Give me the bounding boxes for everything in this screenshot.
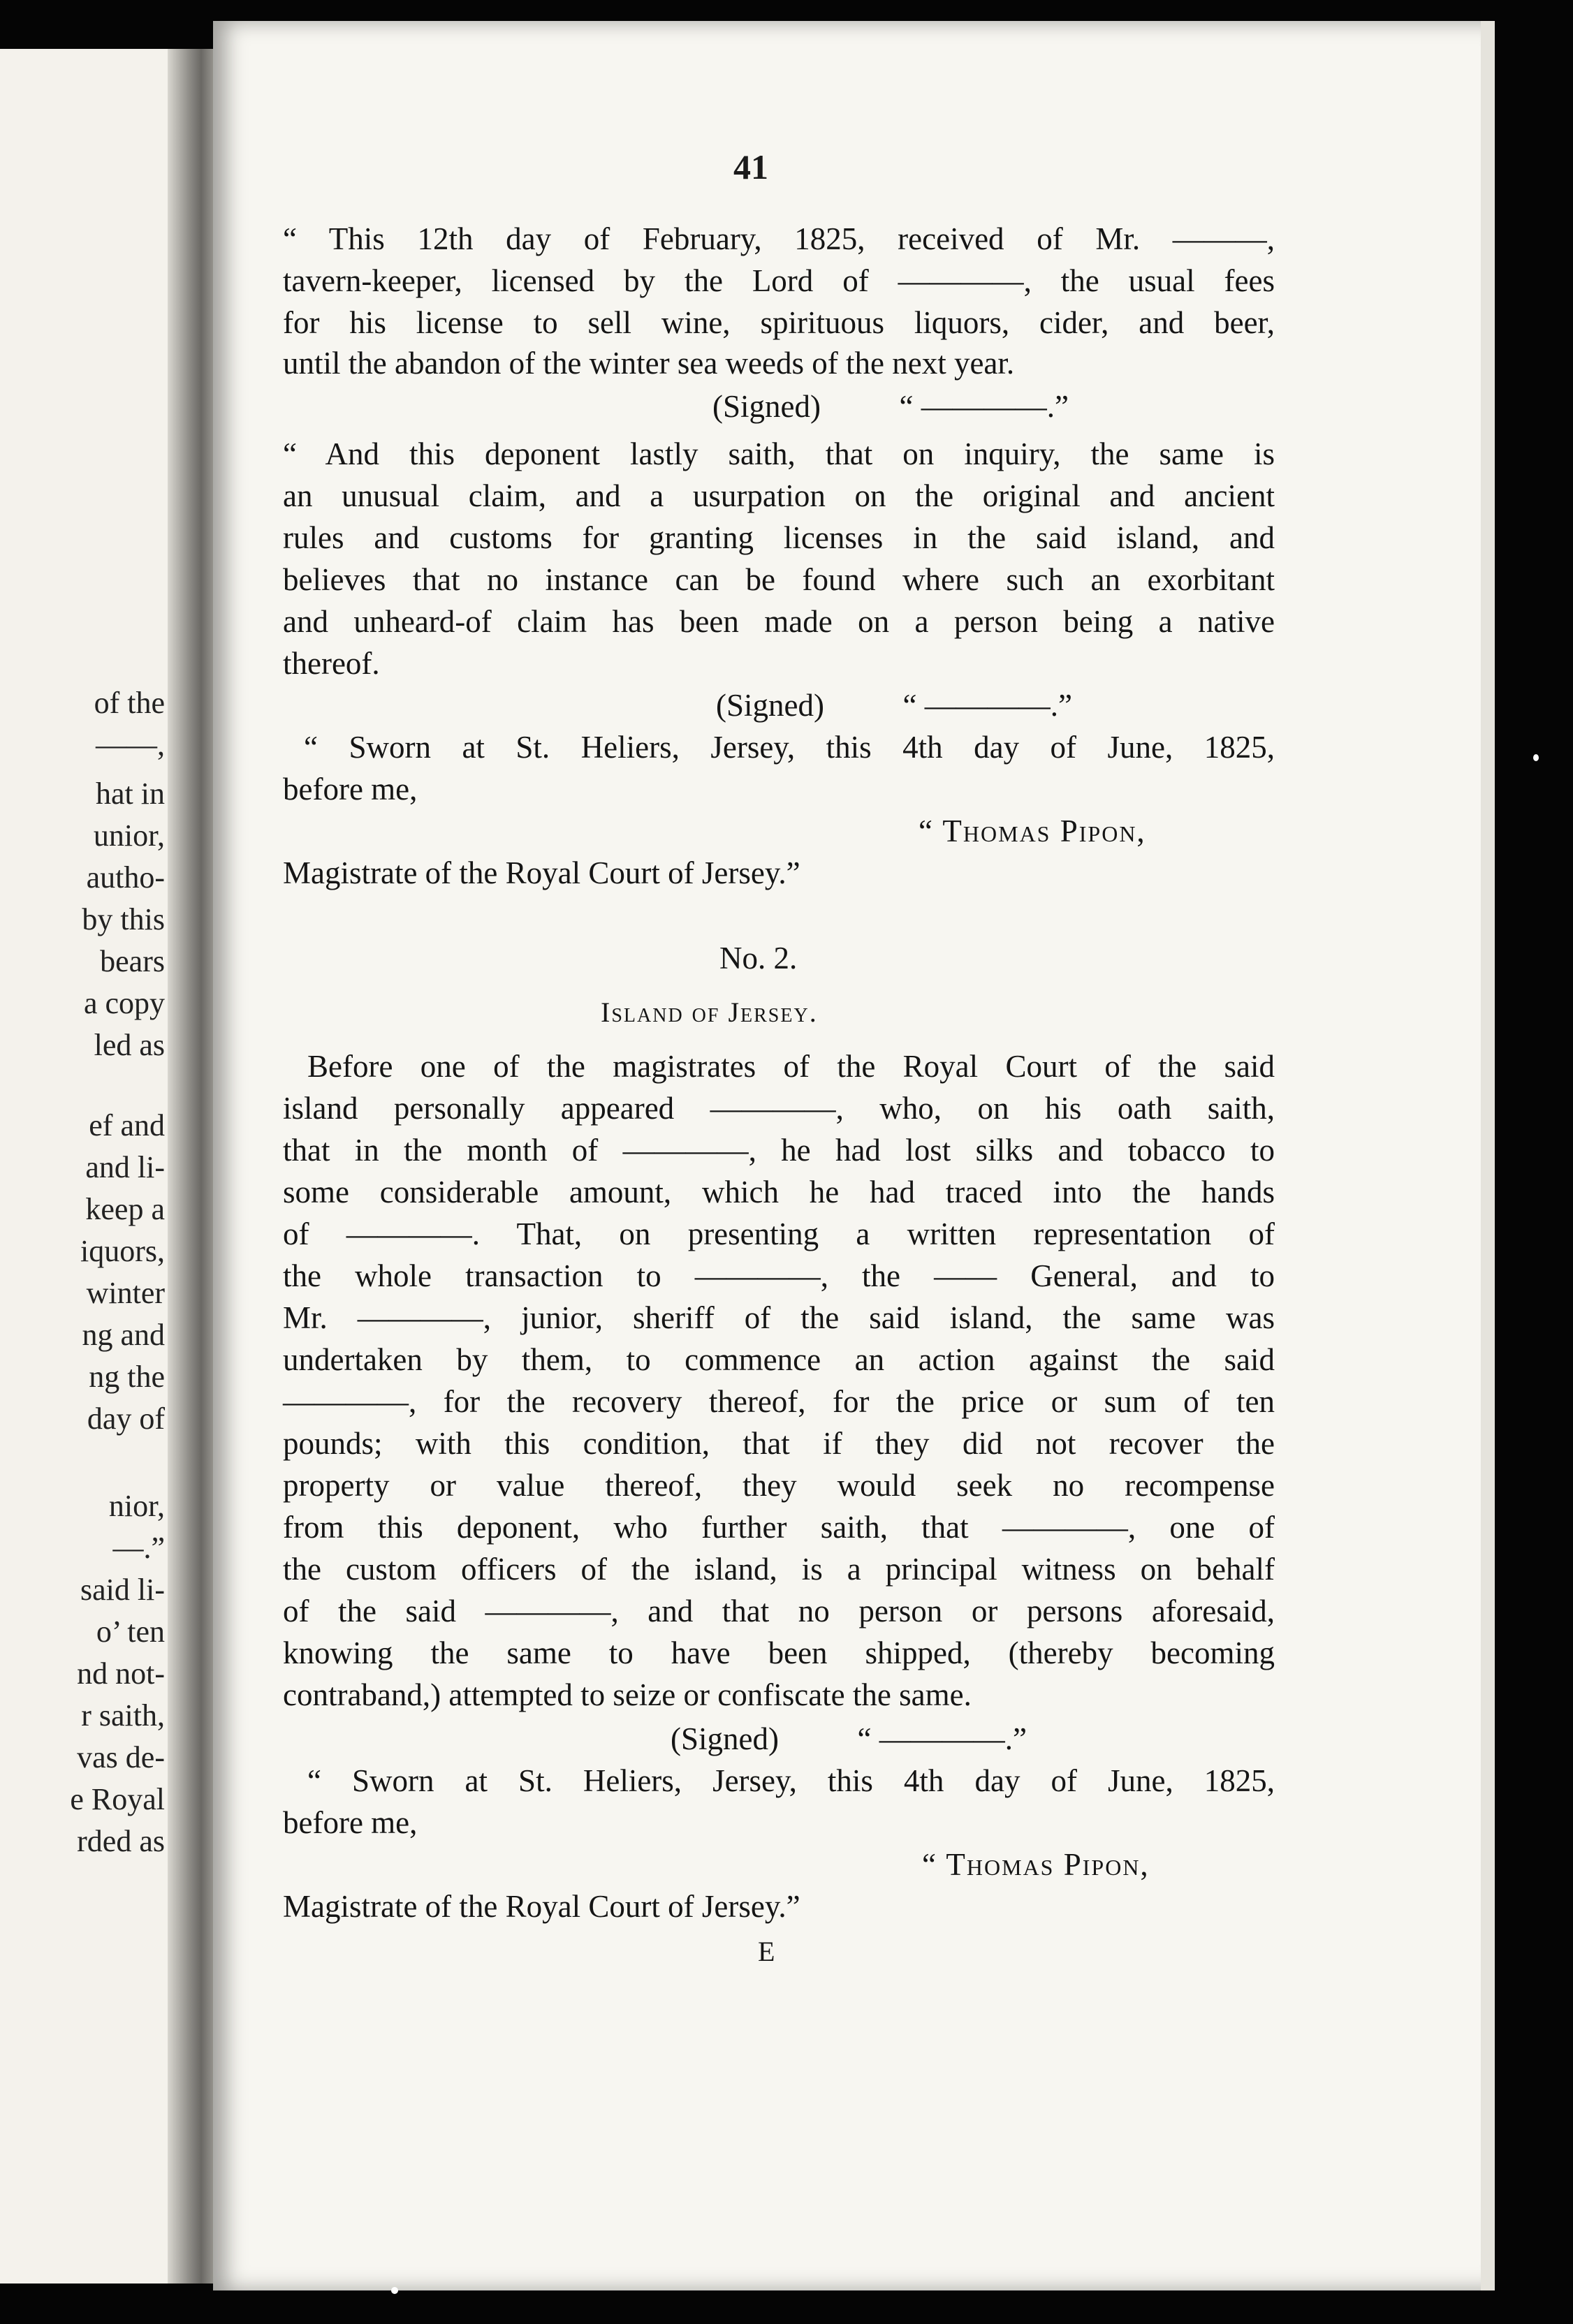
left-page-fragment: led as bbox=[94, 1028, 165, 1062]
magistrate-name: “ Thomas Pipon, bbox=[922, 1847, 1150, 1882]
signed-line: (Signed) “ ————.” bbox=[671, 1721, 1027, 1756]
receipt-line: for his license to sell wine, spirituous liquors, cider, and beer, bbox=[283, 305, 1275, 340]
body-line: contraband,) attempted to seize or confiscate the same. bbox=[283, 1677, 972, 1712]
body-line: rules and customs for granting licenses in the said island, and bbox=[283, 520, 1275, 555]
left-page-fragment: winter bbox=[86, 1276, 165, 1310]
receipt-line: until the abandon of the winter sea weeds of the next year. bbox=[283, 346, 1015, 381]
sworn-line: “ Sworn at St. Heliers, Jersey, this 4th day of June, 1825, bbox=[307, 1763, 1275, 1798]
sworn-line: before me, bbox=[283, 1805, 418, 1840]
body-line: Before one of the magistrates of the Royal Court of the said bbox=[307, 1049, 1275, 1084]
left-page-fragment: ——, bbox=[96, 728, 165, 762]
signed-line: (Signed) “ ————.” bbox=[716, 688, 1072, 723]
left-page-fragment: autho- bbox=[86, 860, 165, 895]
body-line: property or value thereof, they would seek no recompense bbox=[283, 1468, 1275, 1503]
body-line: of the said ————, and that no person or persons aforesaid, bbox=[283, 1594, 1275, 1628]
left-page-fragment: r saith, bbox=[81, 1698, 165, 1733]
body-line: an unusual claim, and a usurpation on the original and ancient bbox=[283, 478, 1275, 513]
body-line: island personally appeared ————, who, on his oath saith, bbox=[283, 1091, 1275, 1126]
left-facing-page bbox=[0, 49, 175, 2283]
left-page-fragment: of the bbox=[94, 686, 165, 720]
body-line: and unheard-of claim has been made on a person being a native bbox=[283, 604, 1275, 639]
section-subheading: Island of Jersey. bbox=[601, 996, 818, 1028]
scan-speck bbox=[1533, 754, 1539, 761]
left-page-fragment: hat in bbox=[96, 777, 165, 811]
signature-mark: E bbox=[758, 1936, 775, 1967]
receipt-line: “ This 12th day of February, 1825, received of Mr. ———, bbox=[283, 221, 1275, 256]
receipt-line: tavern-keeper, licensed by the Lord of ————, the usual fees bbox=[283, 263, 1275, 298]
scan-speck bbox=[391, 2287, 398, 2294]
sworn-line: before me, bbox=[283, 772, 418, 807]
body-line: pounds; with this condition, that if they did not recover the bbox=[283, 1426, 1275, 1461]
body-line: the whole transaction to ————, the —— General, and to bbox=[283, 1258, 1275, 1293]
left-page-fragment: bears bbox=[100, 944, 165, 978]
left-page-fragment: unior, bbox=[93, 818, 165, 853]
body-line: undertaken by them, to commence an action against the said bbox=[283, 1342, 1275, 1377]
left-page-fragment: iquors, bbox=[80, 1234, 165, 1268]
left-page-fragment: nd not- bbox=[77, 1656, 165, 1691]
body-line: that in the month of ————, he had lost silks and tobacco to bbox=[283, 1133, 1275, 1168]
page-number: 41 bbox=[733, 147, 768, 186]
left-page-fragment: ng the bbox=[89, 1360, 165, 1394]
left-page-fragment: by this bbox=[82, 902, 165, 936]
body-line: the custom officers of the island, is a principal witness on behalf bbox=[283, 1552, 1275, 1587]
sworn-line: “ Sworn at St. Heliers, Jersey, this 4th day of June, 1825, bbox=[304, 730, 1275, 765]
left-page-fragment: o’ ten bbox=[96, 1615, 165, 1649]
left-page-fragment: day of bbox=[87, 1402, 165, 1436]
body-line: Mr. ————, junior, sheriff of the said island, the same was bbox=[283, 1300, 1275, 1335]
magistrate-name: “ Thomas Pipon, bbox=[919, 814, 1146, 848]
page-edge bbox=[1481, 21, 1495, 2290]
body-line: thereof. bbox=[283, 646, 380, 681]
body-line: ————, for the recovery thereof, for the price or sum of ten bbox=[283, 1384, 1275, 1419]
left-page-fragment: vas de- bbox=[77, 1740, 165, 1774]
left-page-fragment: rded as bbox=[77, 1824, 165, 1858]
left-page-fragment: —.” bbox=[112, 1531, 165, 1565]
body-line: from this deponent, who further saith, that ————, one of bbox=[283, 1510, 1275, 1545]
left-page-fragment: ng and bbox=[82, 1318, 165, 1352]
body-line: some considerable amount, which he had traced into the hands bbox=[283, 1175, 1275, 1209]
section-heading: No. 2. bbox=[719, 941, 798, 976]
body-line: believes that no instance can be found where such an exorbitant bbox=[283, 562, 1275, 597]
magistrate-title: Magistrate of the Royal Court of Jersey.” bbox=[283, 1889, 800, 1924]
left-page-fragment: ef and bbox=[89, 1108, 165, 1142]
left-page-fragment: e Royal bbox=[70, 1782, 165, 1816]
left-page-fragment: and li- bbox=[85, 1150, 165, 1184]
left-page-fragment: keep a bbox=[85, 1192, 165, 1226]
signed-line: (Signed) “ ————.” bbox=[712, 389, 1069, 424]
body-line: of ————. That, on presenting a written representation of bbox=[283, 1216, 1275, 1251]
body-line: “ And this deponent lastly saith, that on inquiry, the same is bbox=[283, 436, 1275, 471]
left-page-fragment: said li- bbox=[80, 1573, 165, 1607]
left-page-fragment: a copy bbox=[83, 986, 165, 1020]
left-page-fragment: nior, bbox=[108, 1489, 165, 1523]
magistrate-title: Magistrate of the Royal Court of Jersey.” bbox=[283, 855, 800, 890]
body-line: knowing the same to have been shipped, (thereby becoming bbox=[283, 1635, 1275, 1670]
right-page bbox=[213, 21, 1491, 2290]
